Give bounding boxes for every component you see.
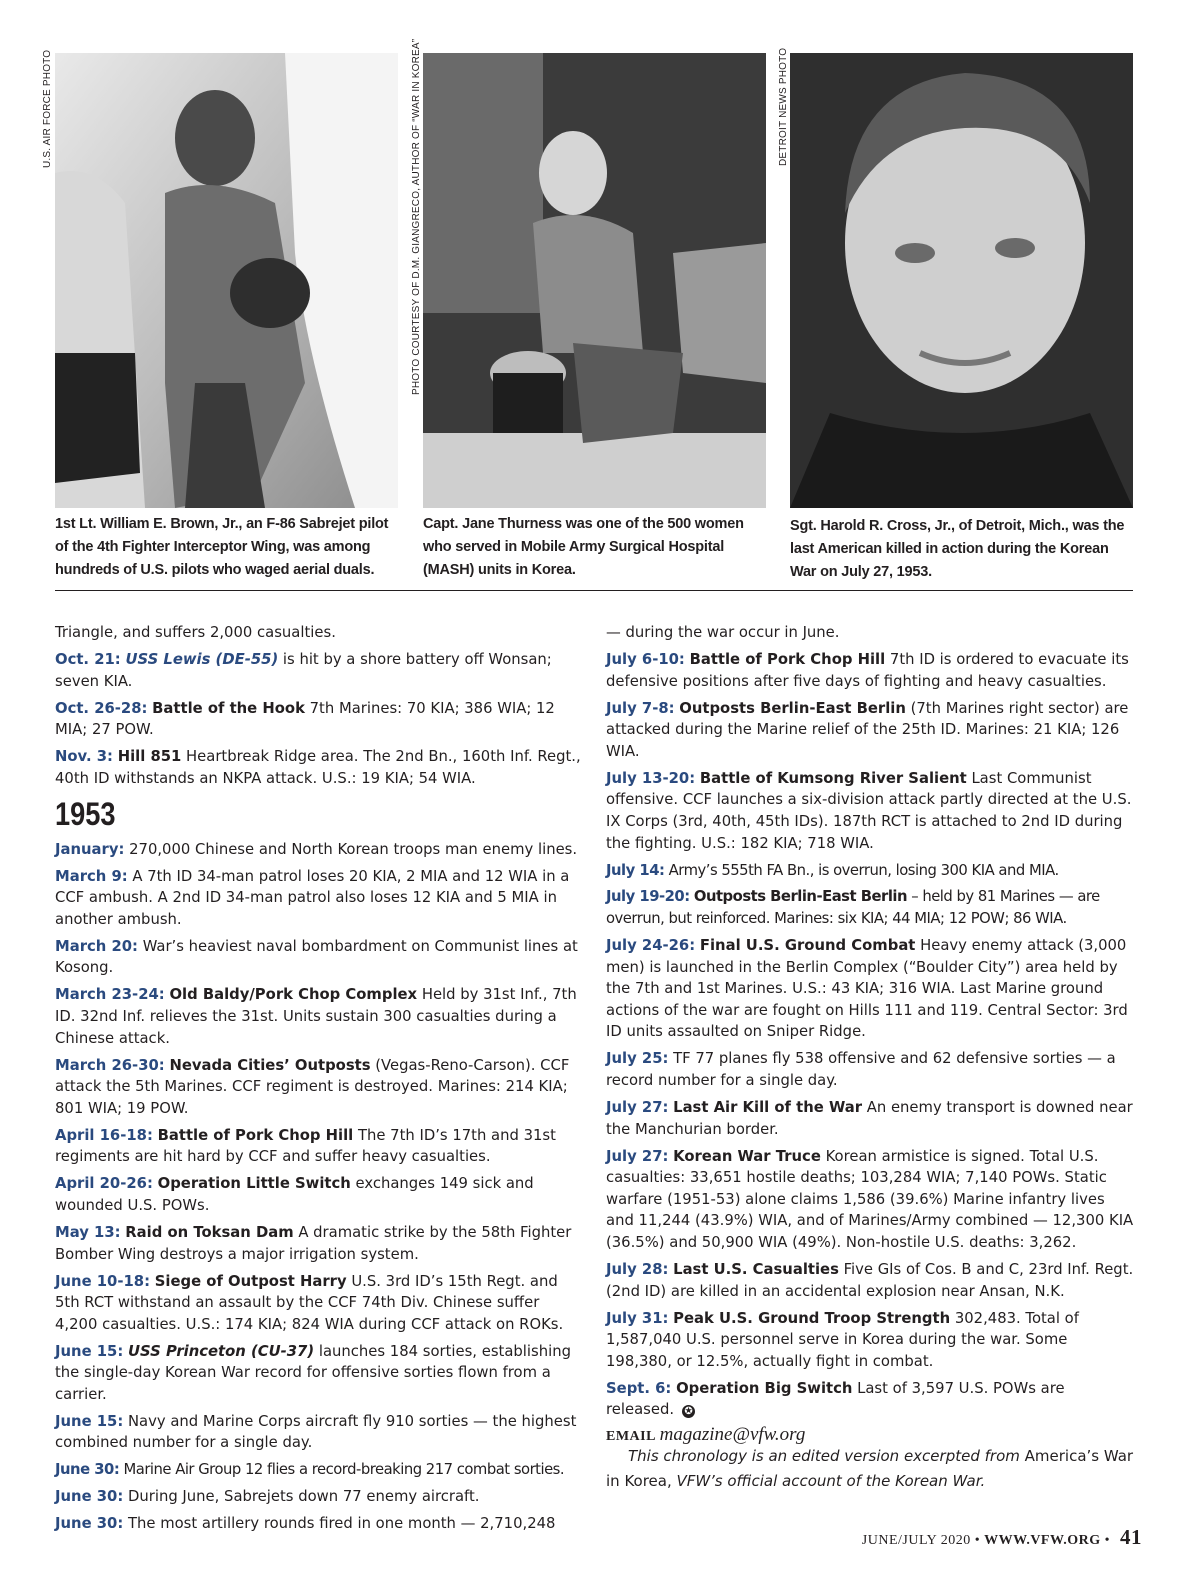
- photo-nurse: [423, 53, 766, 508]
- entry-march-23-24: March 23-24: Old Baldy/Pork Chop Complex Held by 31st Inf., 7th ID. 32nd Inf. relieves the 31st. Units sustain 300 casualties during a Chinese attack.: [55, 986, 577, 1047]
- photo-credit-1: U.S. AIR FORCE PHOTO: [42, 49, 53, 168]
- entry-may-13: May 13: Raid on Toksan Dam A dramatic strike by the 58th Fighter Bomber Wing destroys a major irrigation system.: [55, 1223, 572, 1263]
- entry-june-15-princeton: June 15: USS Princeton (CU-37) launches 184 sorties, establishing the single-day Korean War record for offensive sorties flown from a carrier.: [55, 1342, 571, 1403]
- entry-july-24-26: July 24-26: Final U.S. Ground Combat Heavy enemy attack (3,000 men) is launched in the Berlin Complex (“Boulder City”) area held by the 7th and 1st Marines. U.S.: 43 KIA; 316 WIA. Last Marine ground actions of the war are fought on Hills 111 and 119. Central Sector: 3rd ID units assaulted on Sniper Ridge.: [606, 937, 1128, 1041]
- issue-date: JUNE/JULY 2020: [861, 1533, 971, 1548]
- entry-july-27-airkill: July 27: Last Air Kill of the War An enemy transport is downed near the Manchurian border.: [606, 1099, 1133, 1138]
- end-mark-icon: ✪: [682, 1405, 695, 1418]
- page-number: 41: [1120, 1525, 1142, 1549]
- caption-pilot: 1st Lt. William E. Brown, Jr., an F-86 Sabrejet pilot of the 4th Fighter Interceptor Wing, was among hundreds of U.S. pilots who waged aerial duals.: [55, 516, 389, 578]
- left-column: [55, 622, 583, 1540]
- entry-july-14: July 14: Army’s 555th FA Bn., is overrun, losing 300 KIA and MIA.: [606, 861, 1059, 879]
- entry-july-13-20: July 13-20: Battle of Kumsong River Salient Last Communist offensive. CCF launches a six-division attack partly directed at the U.S. IX Corps (3rd, 40th, 45th IDs). 187th RCT is attached to 2nd ID during the fighting. U.S.: 182 KIA; 718 WIA.: [606, 769, 1132, 852]
- email-link[interactable]: magazine@vfw.org: [659, 1424, 806, 1446]
- photo-credit-2: PHOTO COURTESY OF D.M. GIANGRECO, AUTHOR OF “WAR IN KOREA”: [411, 38, 422, 395]
- source-note: This chronology is an edited version excerpted from America’s War in Korea, VFW’s official account of the Korean War.: [606, 1447, 1134, 1490]
- entry-july-25: July 25: TF 77 planes fly 538 offensive and 62 defensive sorties — a record number for a single day.: [606, 1050, 1116, 1090]
- entry-oct-21: Oct. 21: USS Lewis (DE-55) is hit by a shore battery off Wonsan; seven KIA.: [55, 650, 552, 690]
- year-heading: 1953: [55, 795, 116, 832]
- entry-july-7-8: July 7-8: Outposts Berlin-East Berlin (7th Marines right sector) are attacked during the Marine relief of the 25th ID. Marines: 21 KIA; 126 WIA.: [606, 699, 1129, 760]
- entry-june-10-18: June 10-18: Siege of Outpost Harry U.S. 3rd ID’s 15th Regt. and 5th RCT withstand an assault by the CCF 74th Div. Chinese suffer 4,200 casualties. U.S.: 174 KIA; 824 WIA during CCF attack on ROKs.: [55, 1272, 564, 1333]
- entry-june-30-sabrejets: June 30: During June, Sabrejets down 77 enemy aircraft.: [55, 1488, 480, 1506]
- entry-april-20-26: April 20-26: Operation Little Switch exchanges 149 sick and wounded U.S. POWs.: [55, 1175, 534, 1214]
- caption-nurse: Capt. Jane Thurness was one of the 500 women who served in Mobile Army Surgical Hospital (MASH) units in Korea.: [423, 516, 744, 578]
- entry-june-15-navy: June 15: Navy and Marine Corps aircraft fly 910 sorties — the highest combined number for a single day.: [55, 1412, 577, 1452]
- continuation-text: Triangle, and suffers 2,000 casualties.: [55, 624, 336, 641]
- entry-nov-3: Nov. 3: Hill 851 Heartbreak Ridge area. The 2nd Bn., 160th Inf. Regt., 40th ID withstands an NKPA attack. U.S.: 19 KIA; 54 WIA.: [55, 748, 581, 787]
- entry-march-26-30: March 26-30: Nevada Cities’ Outposts (Vegas-Reno-Carson). CCF attack the 5th Marines. CCF regiment is destroyed. Marines: 214 KIA; 801 WIA; 19 POW.: [55, 1056, 570, 1117]
- photo-credit-3: DETROIT NEWS PHOTO: [778, 47, 789, 166]
- footer-separator-2: •: [1104, 1533, 1110, 1548]
- entry-july-27-truce: July 27: Korean War Truce Korean armistice is signed. Total U.S. casualties: 33,651 hostile deaths; 103,284 WIA; 7,140 POWs. Static warfare (1951-53) alone claims 1,586 (39.6%) Marine infantry lives and 11,244 (43.9%) WIA, and of Marines/Army combined — 12,300 KIA (36.5%) and 50,900 WIA (49%). Non-hostile U.S. deaths: 3,262.: [606, 1147, 1134, 1251]
- email-label: EMAIL: [606, 1429, 656, 1445]
- continuation-text-right: — during the war occur in June.: [606, 624, 840, 641]
- caption-soldier: Sgt. Harold R. Cross, Jr., of Detroit, Mich., was the last American killed in action during the Korean War on July 27, 1953.: [790, 518, 1125, 580]
- entry-july-19-20: July 19-20: Outposts Berlin-East Berlin – held by 81 Marines — are overrun, but reinforced. Marines: six KIA; 44 MIA; 12 POW; 86 WIA.: [606, 888, 1100, 928]
- entry-june-30-artillery: June 30: The most artillery rounds fired in one month — 2,710,248: [55, 1515, 556, 1533]
- entry-january: January: 270,000 Chinese and North Korean troops man enemy lines.: [55, 840, 578, 858]
- page-footer: [862, 1525, 1142, 1550]
- entry-march-9: March 9: A 7th ID 34-man patrol loses 20 KIA, 2 MIA and 12 WIA in a CCF ambush. A 2nd ID 34-man patrol also loses 12 KIA and 5 MIA in another ambush.: [55, 867, 570, 928]
- photo-soldier: [790, 53, 1133, 508]
- entry-oct-26-28: Oct. 26-28: Battle of the Hook 7th Marines: 70 KIA; 386 WIA; 12 MIA; 27 POW.: [55, 699, 555, 739]
- entry-april-16-18: April 16-18: Battle of Pork Chop Hill The 7th ID’s 17th and 31st regiments are hit hard by CCF and suffer heavy casualties.: [55, 1126, 556, 1166]
- website-link[interactable]: WWW.VFW.ORG: [984, 1533, 1101, 1548]
- entry-july-31: July 31: Peak U.S. Ground Troop Strength 302,483. Total of 1,587,040 U.S. personnel serve in Korea during the war. Some 198,380, or 12.5%, actually fight in combat.: [606, 1309, 1079, 1370]
- entry-july-6-10: July 6-10: Battle of Pork Chop Hill 7th ID is ordered to evacuate its defensive positions after five days of fighting and heavy casualties.: [606, 650, 1129, 690]
- entry-june-30-mag12: June 30: Marine Air Group 12 flies a record-breaking 217 combat sorties.: [55, 1461, 565, 1479]
- entry-march-20: March 20: War’s heaviest naval bombardment on Communist lines at Kosong.: [55, 937, 578, 977]
- entry-july-28: July 28: Last U.S. Casualties Five GIs of Cos. B and C, 23rd Inf. Regt. (2nd ID) are killed in an accidental explosion near Ansan, N.K.: [606, 1260, 1134, 1300]
- entry-sept-6: Sept. 6: Operation Big Switch Last of 3,597 U.S. POWs are released. ✪: [606, 1379, 1065, 1419]
- right-column: [606, 622, 1134, 1448]
- footer-separator: •: [974, 1533, 981, 1548]
- photo-pilot: [55, 53, 398, 508]
- divider-rule: [55, 590, 1133, 591]
